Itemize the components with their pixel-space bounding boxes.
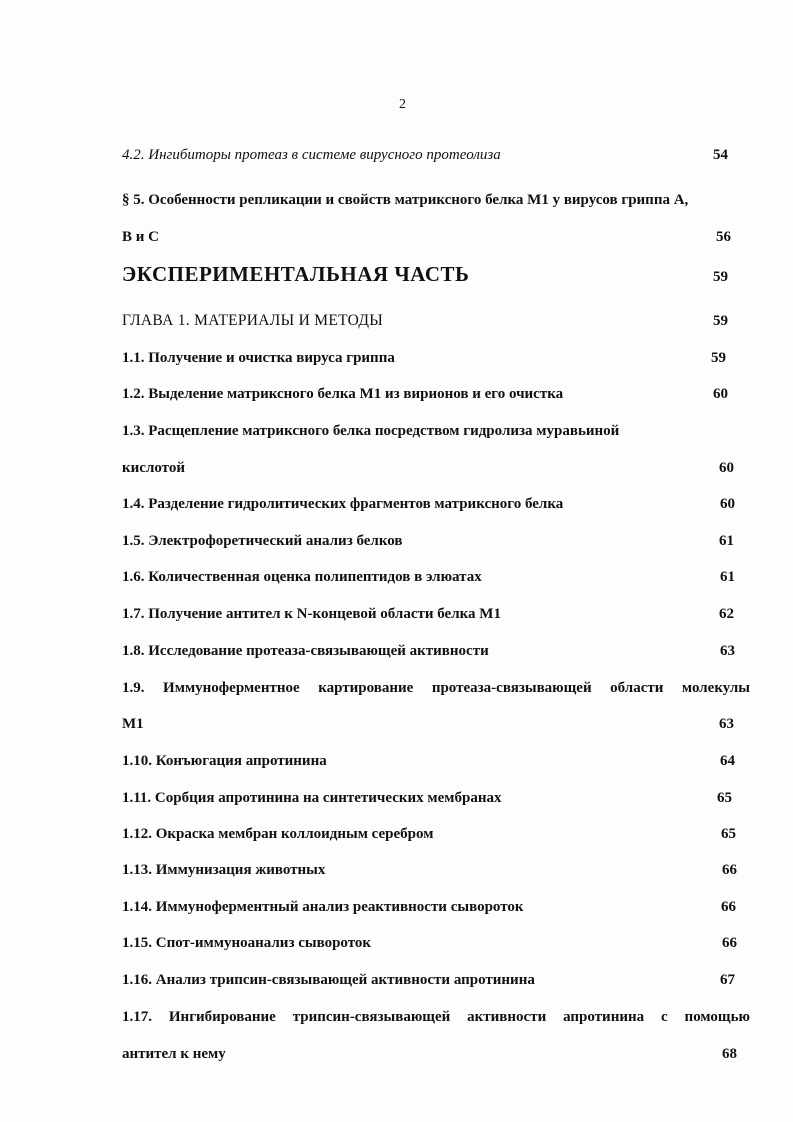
toc-page-1-14: 66 bbox=[721, 899, 736, 915]
toc-entry-1-5: 1.5. Электрофоретический анализ белков bbox=[122, 533, 403, 549]
toc-page-chapter-1: 59 bbox=[713, 313, 728, 329]
toc-page-1-15: 66 bbox=[722, 935, 737, 951]
toc-entry-1-4: 1.4. Разделение гидролитических фрагментов матриксного белка bbox=[122, 496, 564, 512]
page-number: 2 bbox=[399, 97, 406, 112]
toc-heading-experimental: ЭКСПЕРИМЕНТАЛЬНАЯ ЧАСТЬ bbox=[122, 262, 470, 286]
toc-entry-1-17: 1.17. Ингибирование трипсин-связывающей активности апротинина с помощью bbox=[122, 1009, 750, 1025]
toc-page-experimental: 59 bbox=[713, 269, 728, 285]
toc-page-1-3: 60 bbox=[719, 460, 734, 476]
toc-entry-1-1: 1.1. Получение и очистка вируса гриппа bbox=[122, 350, 395, 366]
toc-entry-4-2: 4.2. Ингибиторы протеаз в системе вирусного протеолиза bbox=[122, 147, 501, 163]
toc-page-1-8: 63 bbox=[720, 643, 735, 659]
toc-entry-section-5-cont: В и С bbox=[122, 229, 159, 245]
toc-page-1-5: 61 bbox=[719, 533, 734, 549]
toc-entry-1-3: 1.3. Расщепление матриксного белка посредством гидролиза муравьиной bbox=[122, 423, 620, 439]
toc-page-1-16: 67 bbox=[720, 972, 735, 988]
toc-page-1-9: 63 bbox=[719, 716, 734, 732]
toc-entry-section-5: § 5. Особенности репликации и свойств матриксного белка М1 у вирусов гриппа А, bbox=[122, 192, 689, 208]
toc-page-4-2: 54 bbox=[713, 147, 728, 163]
toc-page-1-2: 60 bbox=[713, 386, 728, 402]
toc-page-1-7: 62 bbox=[719, 606, 734, 622]
toc-page-1-12: 65 bbox=[721, 826, 736, 842]
toc-page-1-13: 66 bbox=[722, 862, 737, 878]
toc-entry-1-9-cont: М1 bbox=[122, 716, 144, 732]
toc-chapter-1: ГЛАВА 1. МАТЕРИАЛЫ И МЕТОДЫ bbox=[122, 312, 384, 329]
toc-entry-1-17-cont: антител к нему bbox=[122, 1046, 226, 1062]
toc-entry-1-16: 1.16. Анализ трипсин-связывающей активности апротинина bbox=[122, 972, 535, 988]
toc-entry-1-3-cont: кислотой bbox=[122, 460, 185, 476]
toc-entry-1-12: 1.12. Окраска мембран коллоидным серебром bbox=[122, 826, 434, 842]
toc-entry-1-8: 1.8. Исследование протеаза-связывающей активности bbox=[122, 643, 489, 659]
toc-page-1-6: 61 bbox=[720, 569, 735, 585]
toc-entry-1-10: 1.10. Конъюгация апротинина bbox=[122, 753, 327, 769]
toc-entry-1-15: 1.15. Спот-иммуноанализ сывороток bbox=[122, 935, 372, 951]
toc-entry-1-9: 1.9. Иммуноферментное картирование протеаза-связывающей области молекулы bbox=[122, 680, 750, 696]
toc-entry-1-6: 1.6. Количественная оценка полипептидов в элюатах bbox=[122, 569, 482, 585]
toc-entry-1-7: 1.7. Получение антител к N-концевой области белка М1 bbox=[122, 606, 501, 622]
toc-page-1-4: 60 bbox=[720, 496, 735, 512]
toc-entry-1-11: 1.11. Сорбция апротинина на синтетических мембранах bbox=[122, 790, 502, 806]
toc-page-1-11: 65 bbox=[717, 790, 732, 806]
toc-page-1-1: 59 bbox=[711, 350, 726, 366]
toc-entry-1-2: 1.2. Выделение матриксного белка М1 из вирионов и его очистка bbox=[122, 386, 564, 402]
toc-entry-1-13: 1.13. Иммунизация животных bbox=[122, 862, 326, 878]
toc-page-section-5: 56 bbox=[716, 229, 731, 245]
toc-entry-1-14: 1.14. Иммуноферментный анализ реактивности сывороток bbox=[122, 899, 524, 915]
toc-page-1-17: 68 bbox=[722, 1046, 737, 1062]
toc-page-1-10: 64 bbox=[720, 753, 735, 769]
